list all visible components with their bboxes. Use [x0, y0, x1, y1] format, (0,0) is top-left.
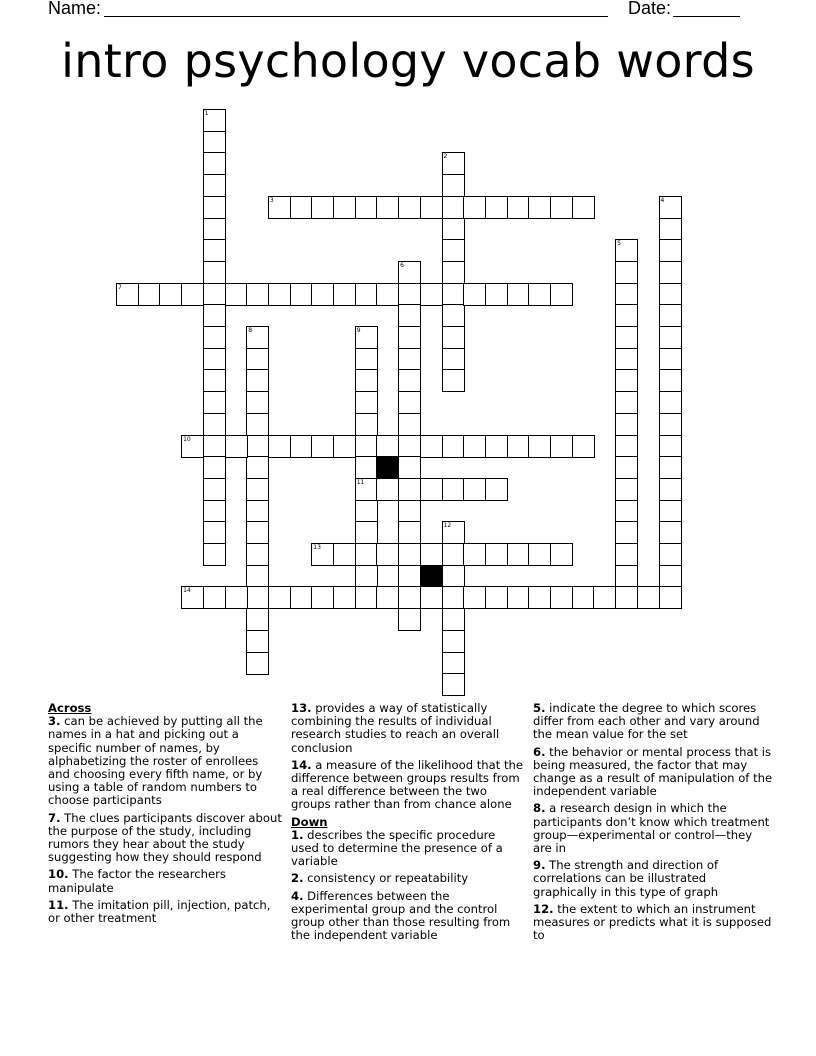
clue-number: 12.	[533, 901, 554, 916]
grid-cell-number: 1	[204, 110, 209, 117]
grid-cell[interactable]	[659, 543, 682, 566]
grid-cell-number: 8	[248, 327, 253, 334]
grid-cell[interactable]	[246, 348, 269, 371]
grid-cell-number: 3	[269, 196, 274, 204]
grid-cell[interactable]	[398, 283, 421, 306]
clue-across-13	[291, 702, 525, 755]
grid-cell[interactable]	[203, 521, 226, 544]
grid-cell[interactable]	[203, 283, 226, 306]
grid-cell[interactable]	[398, 521, 421, 544]
grid-cell[interactable]	[398, 348, 421, 371]
grid-cell[interactable]	[225, 283, 248, 306]
grid-cell[interactable]	[355, 565, 378, 588]
grid-cell[interactable]	[615, 283, 638, 306]
grid-cell[interactable]	[442, 565, 465, 588]
clue-number: 1.	[291, 827, 304, 842]
clue-number: 8.	[533, 801, 546, 816]
grid-cell[interactable]	[442, 673, 465, 696]
grid-cell[interactable]	[311, 196, 334, 219]
clue-across-14	[291, 759, 525, 812]
grid-cell[interactable]	[203, 218, 226, 241]
grid-cell[interactable]	[333, 283, 356, 306]
grid-cell[interactable]	[659, 586, 682, 609]
grid-cell[interactable]	[442, 196, 465, 219]
grid-cell[interactable]	[203, 369, 226, 392]
grid-cell[interactable]	[615, 326, 638, 349]
grid-cell[interactable]	[376, 283, 399, 306]
clues-column-2	[291, 702, 525, 946]
grid-cell[interactable]	[442, 326, 465, 349]
grid-cell[interactable]	[550, 196, 573, 219]
grid-cell[interactable]	[355, 456, 378, 479]
clue-down-4	[291, 890, 525, 943]
grid-cell[interactable]	[528, 196, 551, 219]
grid-cell-number: 11	[356, 478, 365, 486]
grid-cell[interactable]	[659, 521, 682, 544]
grid-cell[interactable]	[246, 435, 269, 458]
grid-cell[interactable]	[615, 456, 638, 479]
grid-cell[interactable]	[485, 543, 508, 566]
clue-text: The imitation pill, injection, patch, or other treatment	[48, 897, 271, 926]
grid-cell[interactable]	[246, 391, 269, 414]
grid-cell[interactable]	[572, 435, 595, 458]
grid-cell[interactable]	[268, 586, 291, 609]
grid-cell[interactable]	[246, 478, 269, 501]
name-label: Name:	[48, 0, 102, 18]
clues-column-3	[533, 702, 773, 946]
grid-cell[interactable]	[246, 652, 269, 675]
clue-number: 10.	[48, 867, 69, 882]
grid-cell[interactable]	[463, 196, 486, 219]
grid-cell[interactable]	[615, 261, 638, 284]
grid-cell[interactable]	[225, 586, 248, 609]
grid-cell[interactable]	[659, 283, 682, 306]
clue-down-1	[291, 829, 525, 869]
grid-cell[interactable]	[203, 478, 226, 501]
clue-text: The factor the researchers manipulate	[48, 867, 226, 895]
grid-cell[interactable]	[420, 478, 443, 501]
grid-cell[interactable]	[203, 435, 226, 458]
grid-cell[interactable]	[485, 478, 508, 501]
grid-cell-number: 10	[183, 435, 191, 443]
clue-down-2	[291, 872, 525, 885]
grid-cell[interactable]	[398, 543, 421, 566]
grid-cell[interactable]	[159, 283, 182, 306]
grid-cell[interactable]	[442, 543, 465, 566]
grid-cell[interactable]	[398, 565, 421, 588]
name-line[interactable]	[104, 16, 608, 17]
grid-cell[interactable]	[442, 304, 465, 327]
clue-text: the extent to which an instrument measures or predicts what it is supposed to	[533, 901, 772, 943]
grid-cell[interactable]	[659, 369, 682, 392]
grid-cell[interactable]	[659, 500, 682, 523]
grid-cell[interactable]	[355, 586, 378, 609]
grid-cell[interactable]	[246, 369, 269, 392]
grid-cell[interactable]	[203, 326, 226, 349]
grid-cell[interactable]	[333, 196, 356, 219]
grid-cell[interactable]	[615, 478, 638, 501]
grid-cell[interactable]	[398, 391, 421, 414]
grid-cell[interactable]	[659, 348, 682, 371]
grid-cell[interactable]	[507, 543, 530, 566]
grid-cell[interactable]	[398, 196, 421, 219]
grid-cell[interactable]	[659, 413, 682, 436]
grid-cell[interactable]	[442, 218, 465, 241]
grid-cell-number: 9	[356, 327, 361, 334]
grid-cell[interactable]	[333, 586, 356, 609]
clue-text: The strength and direction of correlations can be illustrated graphically in this type of graph	[533, 858, 719, 899]
grid-cell[interactable]	[420, 283, 443, 306]
grid-cell[interactable]	[420, 435, 443, 458]
grid-cell[interactable]	[203, 174, 226, 197]
grid-cell[interactable]	[659, 218, 682, 241]
clue-text: a research design in which the participants don’t know which treatment group—experimental or control—they are in	[533, 801, 770, 856]
grid-cell[interactable]	[290, 435, 313, 458]
grid-cell[interactable]	[203, 239, 226, 262]
clue-across-11	[48, 899, 282, 925]
grid-cell[interactable]	[376, 586, 399, 609]
grid-cell[interactable]	[659, 456, 682, 479]
grid-cell[interactable]	[615, 543, 638, 566]
grid-cell[interactable]	[659, 391, 682, 414]
clue-down-9	[533, 859, 773, 899]
clue-down-12	[533, 903, 773, 943]
grid-cell[interactable]	[485, 586, 508, 609]
clue-number: 3.	[48, 714, 61, 729]
grid-cell[interactable]	[203, 391, 226, 414]
grid-cell[interactable]	[507, 196, 530, 219]
clue-text: consistency or repeatability	[307, 871, 469, 886]
grid-cell[interactable]	[376, 478, 399, 501]
grid-cell[interactable]	[593, 586, 616, 609]
clue-number: 7.	[48, 810, 61, 825]
grid-cell[interactable]	[246, 608, 269, 631]
grid-cell[interactable]	[311, 435, 334, 458]
clue-number: 4.	[291, 888, 304, 903]
grid-cell-number: 6	[400, 261, 404, 269]
grid-cell[interactable]	[637, 586, 660, 609]
clue-down-5	[533, 702, 773, 742]
grid-cell[interactable]	[615, 413, 638, 436]
clues-column-1	[48, 702, 282, 929]
grid-cell[interactable]	[463, 543, 486, 566]
clue-text: the behavior or mental process that is being measured, the factor that may change as a result of manipulation of the independent variable	[533, 744, 773, 799]
clue-down-6	[533, 746, 773, 799]
grid-cell[interactable]	[485, 196, 508, 219]
grid-cell[interactable]	[355, 196, 378, 219]
grid-cell[interactable]	[420, 543, 443, 566]
grid-cell[interactable]	[615, 500, 638, 523]
clue-text: a measure of the likelihood that the difference between groups results from a real difference between the two groups rather than from chance alone	[291, 757, 523, 812]
grid-cell[interactable]	[355, 413, 378, 436]
grid-cell[interactable]	[442, 283, 465, 306]
grid-cell[interactable]	[203, 304, 226, 327]
grid-cell[interactable]	[203, 152, 226, 175]
page-title: intro psychology vocab words	[61, 34, 755, 88]
grid-cell[interactable]	[203, 586, 226, 609]
grid-cell[interactable]	[398, 304, 421, 327]
grid-cell[interactable]	[659, 435, 682, 458]
grid-cell-number: 7	[118, 283, 122, 291]
grid-cell[interactable]	[659, 478, 682, 501]
grid-cell[interactable]	[615, 304, 638, 327]
grid-cell[interactable]	[246, 630, 269, 653]
grid-cell[interactable]	[442, 630, 465, 653]
grid-cell[interactable]	[507, 283, 530, 306]
grid-cell[interactable]	[442, 478, 465, 501]
grid-cell-number: 13	[313, 544, 321, 551]
grid-cell[interactable]	[355, 543, 378, 566]
grid-cell-number: 2	[443, 153, 448, 161]
grid-cell[interactable]	[203, 348, 226, 371]
grid-cell[interactable]	[246, 521, 269, 544]
grid-cell[interactable]	[550, 543, 573, 566]
grid-cell[interactable]	[246, 456, 269, 479]
grid-cell[interactable]	[355, 500, 378, 523]
clue-number: 14.	[291, 757, 312, 772]
grid-cell[interactable]	[442, 174, 465, 197]
grid-cell[interactable]	[615, 586, 638, 609]
grid-cell[interactable]	[203, 543, 226, 566]
grid-cell[interactable]	[507, 435, 530, 458]
grid-cell[interactable]	[246, 283, 269, 306]
clue-text: can be achieved by putting all the names in a hat and picking out a specific number of names, by alphabetizing the roster of enrollees and choosing every fifth name, or by using a table of random numbers to choose participants	[48, 714, 263, 808]
grid-cell[interactable]	[463, 478, 486, 501]
grid-cell[interactable]	[376, 543, 399, 566]
grid-cell[interactable]	[615, 521, 638, 544]
grid-cell[interactable]	[615, 435, 638, 458]
grid-cell[interactable]	[528, 586, 551, 609]
grid-cell[interactable]	[442, 608, 465, 631]
grid-cell[interactable]	[442, 586, 465, 609]
grid-cell[interactable]	[615, 565, 638, 588]
grid-cell[interactable]	[203, 456, 226, 479]
grid-cell[interactable]	[550, 586, 573, 609]
grid-cell[interactable]	[615, 348, 638, 371]
grid-cell[interactable]	[615, 391, 638, 414]
grid-cell[interactable]	[333, 435, 356, 458]
black-square	[376, 456, 398, 478]
grid-cell[interactable]	[485, 435, 508, 458]
grid-cell[interactable]	[225, 435, 248, 458]
grid-cell[interactable]	[398, 435, 421, 458]
grid-cell[interactable]	[290, 283, 313, 306]
grid-cell[interactable]	[203, 196, 226, 219]
grid-cell[interactable]	[398, 478, 421, 501]
clue-text: provides a way of statistically combining the results of individual research studies to reach an overall conclusion	[291, 701, 500, 755]
grid-cell[interactable]	[463, 283, 486, 306]
grid-cell[interactable]	[550, 435, 573, 458]
clue-across-7	[48, 812, 282, 865]
grid-cell[interactable]	[528, 283, 551, 306]
grid-cell[interactable]	[355, 348, 378, 371]
clue-down-8	[533, 802, 773, 855]
grid-cell[interactable]	[355, 369, 378, 392]
grid-cell[interactable]	[246, 500, 269, 523]
grid-cell-number: 14	[183, 587, 191, 595]
grid-cell[interactable]	[355, 521, 378, 544]
clue-number: 6.	[533, 744, 546, 759]
grid-cell[interactable]	[268, 435, 291, 458]
grid-cell[interactable]	[333, 543, 356, 566]
clue-number: 13.	[291, 701, 312, 715]
grid-cell[interactable]	[442, 261, 465, 284]
grid-cell[interactable]	[355, 391, 378, 414]
grid-cell-number: 12	[443, 522, 452, 530]
grid-cell[interactable]	[203, 261, 226, 284]
grid-cell[interactable]	[398, 608, 421, 631]
clue-across-3	[48, 715, 282, 807]
grid-cell[interactable]	[420, 196, 443, 219]
grid-cell[interactable]	[376, 435, 399, 458]
grid-cell[interactable]	[442, 435, 465, 458]
grid-cell[interactable]	[398, 369, 421, 392]
grid-cell[interactable]	[181, 283, 204, 306]
across-heading: Across	[48, 701, 92, 715]
grid-cell[interactable]	[442, 652, 465, 675]
grid-cell[interactable]	[290, 196, 313, 219]
grid-cell[interactable]	[442, 369, 465, 392]
grid-cell[interactable]	[659, 239, 682, 262]
grid-cell[interactable]	[311, 586, 334, 609]
grid-cell[interactable]	[572, 586, 595, 609]
grid-cell[interactable]	[246, 413, 269, 436]
grid-cell[interactable]	[659, 326, 682, 349]
grid-cell[interactable]	[572, 196, 595, 219]
grid-cell-number: 5	[617, 240, 621, 248]
clue-number: 5.	[533, 701, 546, 715]
grid-cell[interactable]	[615, 369, 638, 392]
grid-cell[interactable]	[659, 304, 682, 327]
grid-cell[interactable]	[355, 283, 378, 306]
date-line[interactable]	[673, 16, 740, 17]
grid-cell[interactable]	[507, 586, 530, 609]
grid-cell[interactable]	[442, 348, 465, 371]
grid-cell-number: 4	[660, 196, 665, 204]
grid-cell[interactable]	[203, 131, 226, 154]
grid-cell[interactable]	[290, 586, 313, 609]
clue-number: 9.	[533, 858, 546, 873]
clue-across-10	[48, 868, 282, 894]
clue-number: 11.	[48, 897, 69, 912]
grid-cell[interactable]	[398, 413, 421, 436]
grid-cell[interactable]	[268, 283, 291, 306]
grid-cell[interactable]	[463, 586, 486, 609]
grid-cell[interactable]	[203, 413, 226, 436]
grid-cell[interactable]	[398, 500, 421, 523]
clue-number: 2.	[291, 871, 304, 886]
black-square	[420, 565, 442, 587]
grid-cell[interactable]	[246, 565, 269, 588]
clue-text: Differences between the experimental group and the control group other than those resulting from the independent variable	[291, 888, 511, 943]
grid-cell[interactable]	[528, 435, 551, 458]
grid-cell[interactable]	[659, 261, 682, 284]
down-heading: Down	[291, 814, 328, 829]
grid-cell[interactable]	[463, 435, 486, 458]
clue-text: indicate the degree to which scores differ from each other and vary around the mean value for the set	[533, 701, 760, 742]
grid-cell[interactable]	[485, 283, 508, 306]
grid-cell[interactable]	[442, 239, 465, 262]
clue-text: The clues participants discover about the purpose of the study, including rumors they hear about the study suggesting how they should respond	[48, 810, 282, 865]
grid-cell[interactable]	[246, 543, 269, 566]
grid-cell[interactable]	[311, 283, 334, 306]
grid-cell[interactable]	[398, 456, 421, 479]
grid-cell[interactable]	[398, 326, 421, 349]
grid-cell[interactable]	[420, 586, 443, 609]
grid-cell[interactable]	[550, 283, 573, 306]
date-label: Date:	[628, 0, 672, 18]
grid-cell[interactable]	[528, 543, 551, 566]
grid-cell[interactable]	[138, 283, 161, 306]
grid-cell[interactable]	[246, 586, 269, 609]
grid-cell[interactable]	[659, 565, 682, 588]
grid-cell[interactable]	[376, 196, 399, 219]
clue-text: describes the specific procedure used to determine the presence of a variable	[291, 827, 503, 869]
grid-cell[interactable]	[203, 500, 226, 523]
grid-cell[interactable]	[355, 435, 378, 458]
grid-cell[interactable]	[398, 586, 421, 609]
